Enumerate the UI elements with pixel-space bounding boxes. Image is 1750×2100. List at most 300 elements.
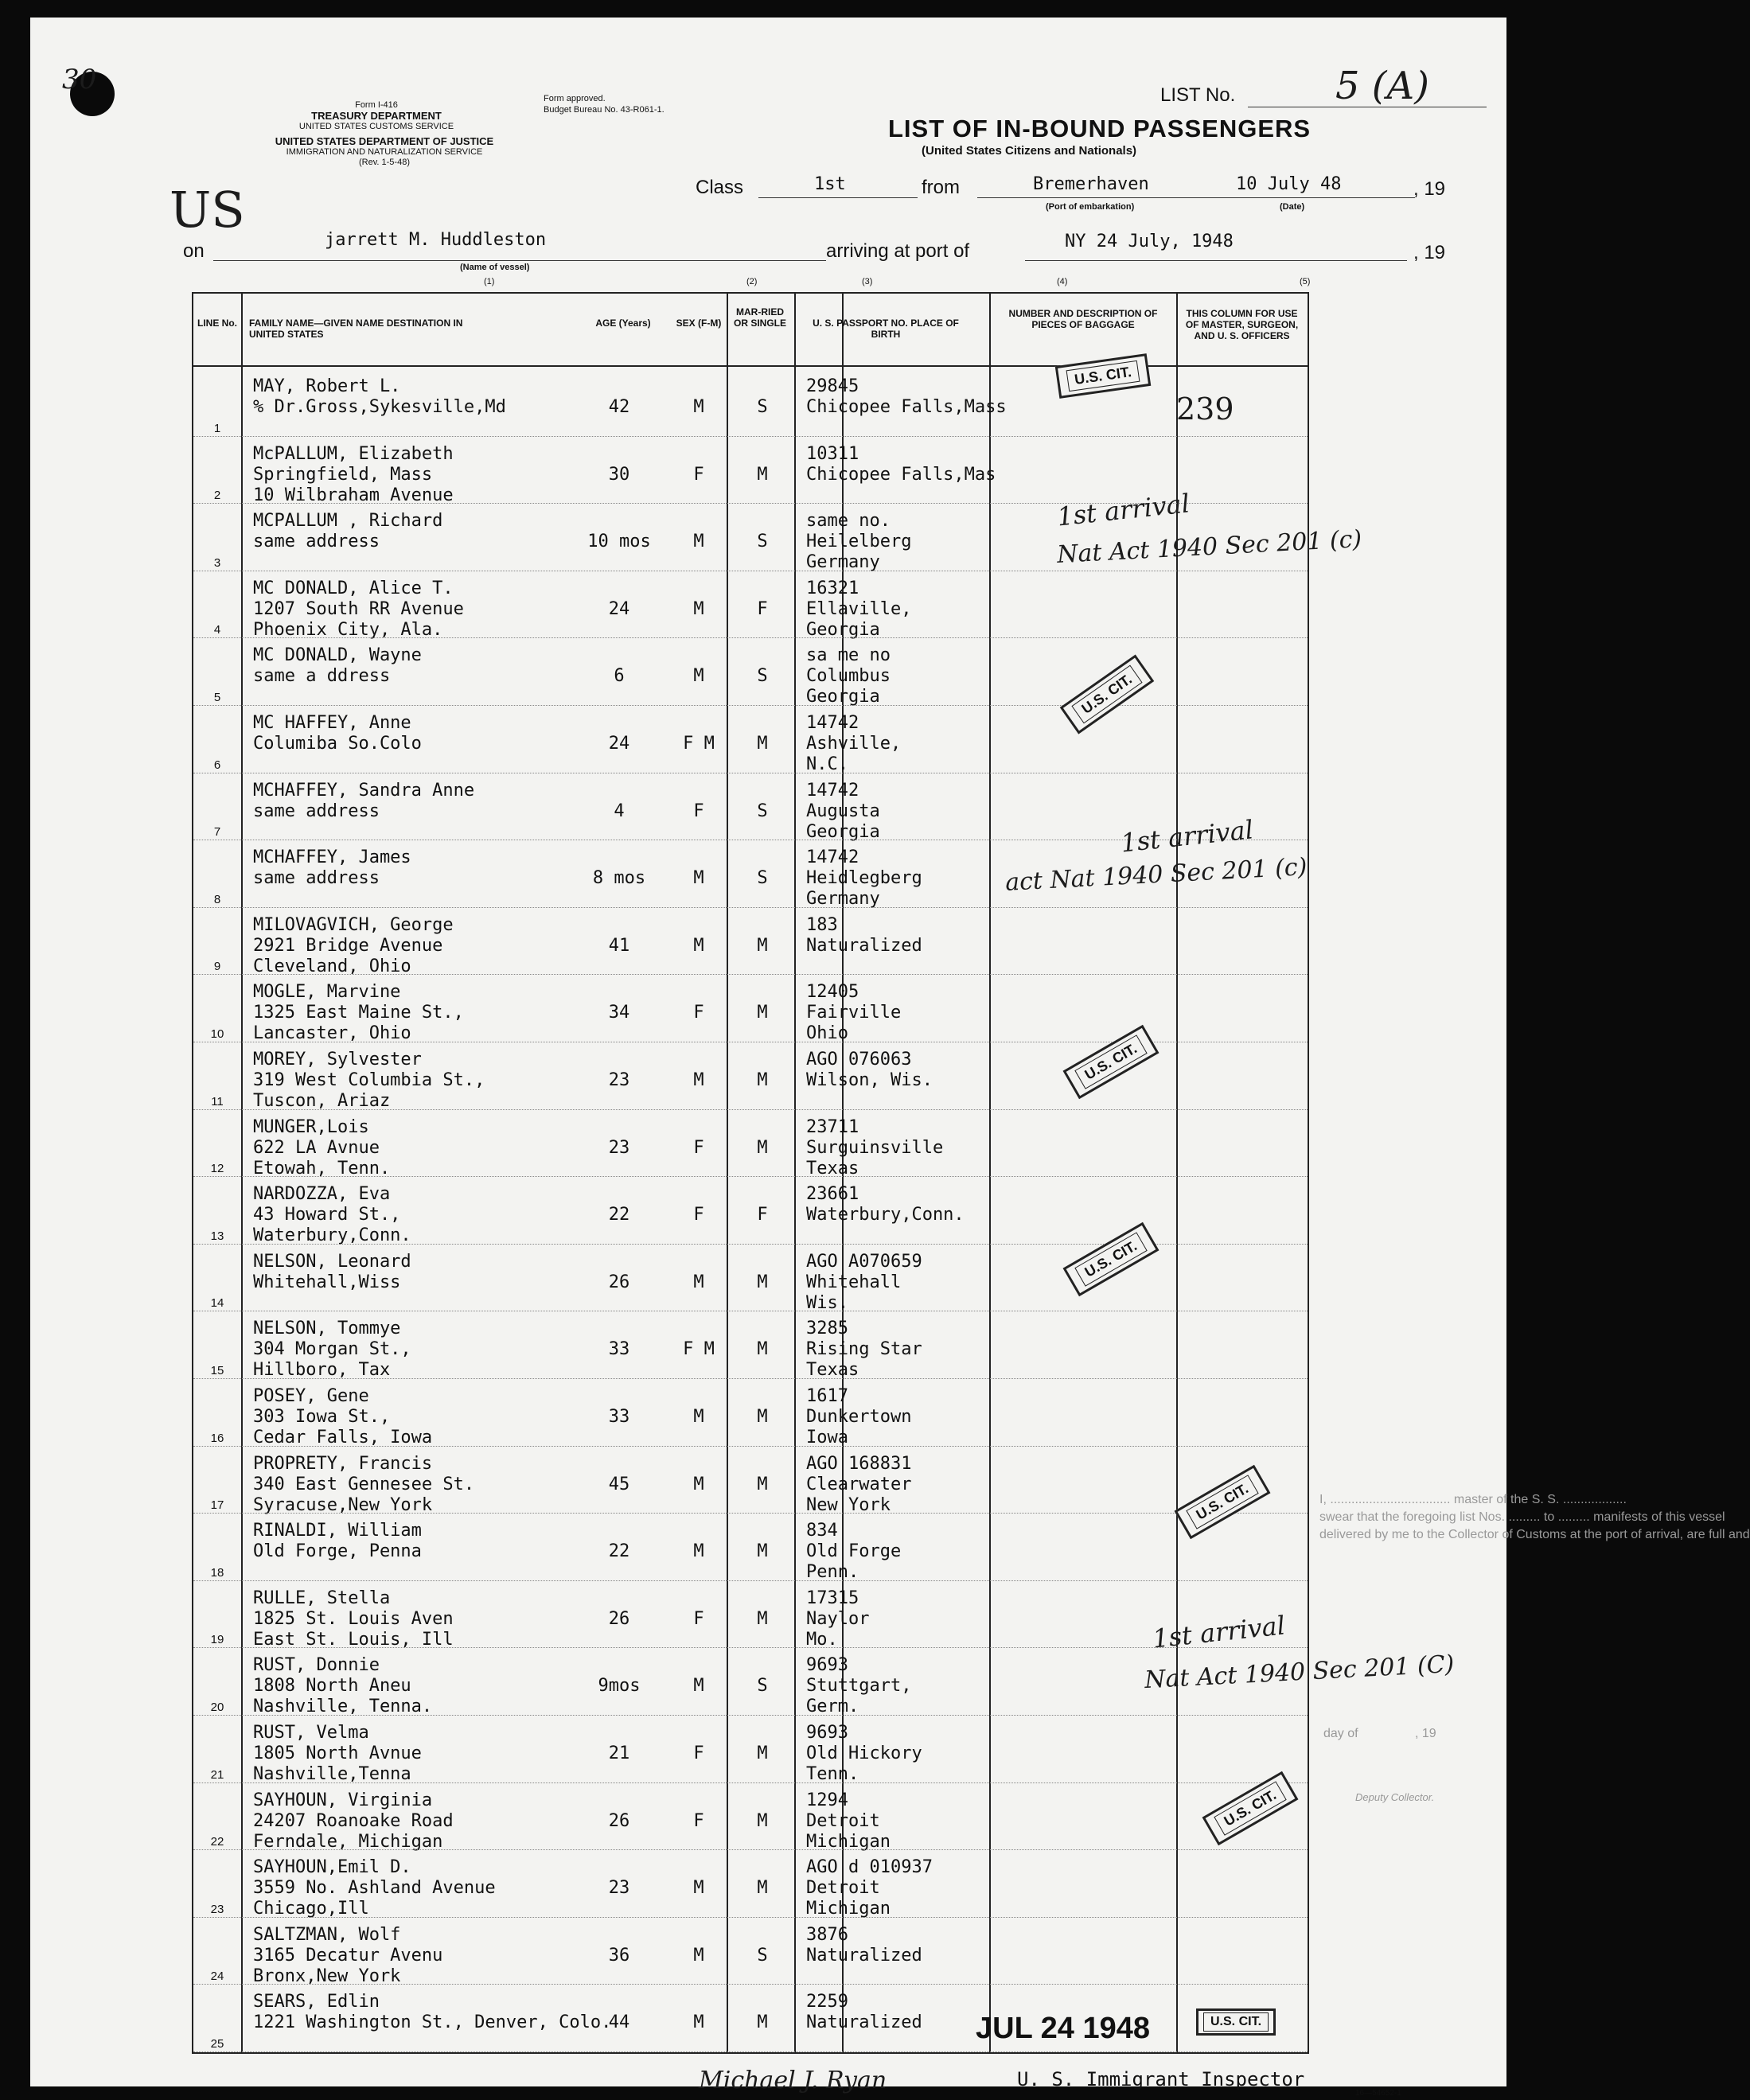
line-number: 5	[213, 690, 221, 704]
us-cit-stamp: U.S. CIT.	[1196, 2008, 1276, 2036]
line-number: 18	[210, 1565, 224, 1580]
nat-act-note-3: Nat Act 1940 Sec 201 (C)	[1144, 1650, 1456, 1695]
destination: 3165 Decatur Avenu	[253, 1945, 443, 1966]
table-row	[193, 706, 1308, 773]
destination-line-2: Cleveland, Ohio	[253, 956, 411, 976]
year-label: , 19	[1413, 178, 1446, 200]
age: 23	[608, 1070, 630, 1090]
married-single: M	[757, 734, 768, 754]
date-label: (Date)	[1280, 202, 1305, 212]
justice-dept: UNITED STATES DEPARTMENT OF JUSTICE	[275, 135, 494, 147]
place-of-birth: Augusta	[806, 801, 880, 821]
line-number: 14	[210, 1296, 224, 1311]
passenger-name: MC DONALD, Wayne	[253, 645, 422, 666]
line-number: 11	[211, 1094, 224, 1108]
table-row	[193, 1581, 1308, 1649]
us-cit-stamp: U.S. CIT.	[1175, 1465, 1271, 1540]
married-single: F	[757, 598, 768, 619]
oath-line-3: delivered by me to the Collector of Customs at the port of arrival, are full and	[1319, 1528, 1750, 1541]
passport-number: AGO A070659	[806, 1251, 922, 1272]
oath-line-1: I, .................................. master of the S. S. ..................	[1319, 1493, 1627, 1506]
table-row	[193, 1850, 1308, 1918]
col-num-3: (3)	[862, 277, 873, 286]
from-date: 10 July 48	[1236, 174, 1342, 194]
line-number: 24	[210, 1969, 224, 1984]
place-of-birth: Heidlegberg	[806, 868, 922, 889]
line-number: 6	[213, 758, 221, 772]
age: 10 mos	[587, 532, 651, 552]
married-single: M	[757, 1407, 768, 1427]
line-number: 10	[210, 1027, 224, 1041]
age: 4	[614, 801, 625, 821]
line-number: 8	[213, 892, 221, 906]
destination-line-2: Nashville,Tenna	[253, 1764, 411, 1784]
age: 6	[614, 666, 625, 687]
married-single: M	[757, 1070, 768, 1090]
age: 21	[608, 1744, 630, 1763]
col-num-1: (1)	[484, 277, 495, 286]
destination-line-2: Hillboro, Tax	[253, 1360, 391, 1381]
passenger-name: SEARS, Edlin	[253, 1992, 380, 2012]
count-mark: 239	[1176, 392, 1234, 427]
sex: F M	[683, 1339, 715, 1360]
line-number: 13	[210, 1229, 224, 1243]
oath-line-2: swear that the foregoing list Nos. ......... to ......... manifests of this vessel	[1319, 1510, 1725, 1524]
sex: M	[693, 1945, 704, 1966]
table-row	[193, 1447, 1308, 1514]
passenger-name: MCHAFFEY, James	[253, 847, 411, 868]
from-rule	[977, 197, 1415, 198]
us-handwritten: US	[170, 181, 245, 239]
place-of-birth: Chicopee Falls,Mas	[806, 464, 996, 485]
sex: F	[693, 1810, 704, 1831]
table-row	[193, 1716, 1308, 1783]
destination-line-2: Tuscon, Ariaz	[253, 1091, 391, 1111]
col-header-passport: U. S. PASSPORT NO. PLACE OF BIRTH	[813, 318, 959, 340]
place-of-birth-line-2: Michigan	[806, 1899, 891, 1919]
line-number: 17	[210, 1498, 224, 1513]
place-of-birth: Whitehall	[806, 1272, 902, 1292]
inspector-signature: Michael J. Ryan	[699, 2067, 887, 2094]
line-number: 3	[213, 555, 221, 570]
destination-line-2: Etowah, Tenn.	[253, 1158, 391, 1179]
married-single: S	[757, 868, 768, 889]
married-single: S	[757, 397, 768, 417]
from-port: Bremerhaven	[1033, 174, 1149, 194]
us-cit-stamp: U.S. CIT.	[1055, 353, 1152, 399]
us-cit-stamp: U.S. CIT.	[1202, 1771, 1299, 1846]
manifest-sheet	[30, 18, 1750, 2098]
us-cit-stamp: U.S. CIT.	[1060, 654, 1155, 734]
married-single: S	[757, 1676, 768, 1697]
destination-line-2: Chicago,Ill	[253, 1899, 369, 1919]
destination: % Dr.Gross,Sykesville,Md	[253, 397, 506, 417]
destination: 1805 North Avnue	[253, 1744, 422, 1763]
line-number: 15	[210, 1363, 224, 1377]
on-label: on	[183, 240, 205, 262]
married-single: M	[757, 1003, 768, 1023]
passenger-name: MC DONALD, Alice T.	[253, 578, 454, 598]
place-of-birth: Waterbury,Conn.	[806, 1205, 965, 1225]
place-of-birth: Rising Star	[806, 1339, 922, 1360]
passenger-name: MILOVAGVICH, George	[253, 914, 454, 935]
line-number: 25	[210, 2036, 224, 2051]
passenger-name: RUST, Velma	[253, 1723, 369, 1743]
destination-line-2: Bronx,New York	[253, 1966, 401, 1986]
passenger-name: MAY, Robert L.	[253, 376, 401, 396]
line-number: 16	[210, 1431, 224, 1445]
place-of-birth: Wilson, Wis.	[806, 1070, 933, 1090]
destination: 43 Howard St.,	[253, 1205, 401, 1225]
line-number: 9	[213, 960, 221, 974]
passenger-name: McPALLUM, Elizabeth	[253, 443, 454, 464]
destination-line-2: Ferndale, Michigan	[253, 1831, 443, 1852]
passport-number: 29845	[806, 376, 859, 396]
list-no-value: 5 (A)	[1335, 64, 1429, 108]
place-of-birth: Fairville	[806, 1003, 902, 1023]
passport-number: 17315	[806, 1588, 859, 1608]
sex: F	[693, 801, 704, 821]
destination: 1325 East Maine St.,	[253, 1003, 464, 1023]
married-single: M	[757, 464, 768, 485]
oath-year: , 19	[1415, 1727, 1436, 1740]
destination: Old Forge, Penna	[253, 1541, 422, 1562]
place-of-birth-line-2: Mo.	[806, 1629, 838, 1650]
revision: (Rev. 1-5-48)	[359, 158, 410, 167]
destination: 1221 Washington St., Denver, Colo.	[253, 2012, 612, 2033]
married-single: M	[757, 1339, 768, 1360]
table-row	[193, 1379, 1308, 1447]
sex: F	[693, 1137, 704, 1158]
passport-number: 12405	[806, 982, 859, 1003]
passenger-name: NARDOZZA, Eva	[253, 1184, 391, 1205]
col-header-sex: SEX (F-M)	[676, 318, 722, 329]
age: 36	[608, 1945, 630, 1966]
destination-line-2: Nashville, Tenna.	[253, 1697, 433, 1717]
place-of-birth-line-2: Georgia	[806, 619, 880, 640]
treasury-dept: TREASURY DEPARTMENT	[311, 110, 442, 122]
sex: M	[693, 1474, 704, 1494]
place-of-birth-line-2: Germany	[806, 552, 880, 573]
destination: 303 Iowa St.,	[253, 1407, 391, 1427]
passport-number: 9693	[806, 1655, 848, 1676]
destination: same address	[253, 532, 380, 552]
place-of-birth-line-2: Texas	[806, 1360, 859, 1381]
passport-number: AGO 168831	[806, 1453, 912, 1474]
destination: Springfield, Mass	[253, 464, 433, 485]
sex: M	[693, 1070, 704, 1090]
sex: M	[693, 532, 704, 552]
passenger-name: SAYHOUN, Virginia	[253, 1790, 433, 1810]
married-single: M	[757, 2012, 768, 2033]
place-of-birth-line-2: Ohio	[806, 1023, 848, 1044]
sex: M	[693, 397, 704, 417]
destination: 622 LA Avnue	[253, 1137, 380, 1158]
passport-number: 23711	[806, 1116, 859, 1137]
sex: M	[693, 1541, 704, 1562]
place-of-birth: Old Hickory	[806, 1744, 922, 1763]
age: 24	[608, 598, 630, 619]
table-row	[193, 1514, 1308, 1581]
line-number: 12	[210, 1162, 224, 1176]
destination: same a ddress	[253, 666, 391, 687]
passenger-name: MCHAFFEY, Sandra Anne	[253, 780, 475, 801]
passenger-name: SALTZMAN, Wolf	[253, 1924, 401, 1945]
passport-number: 16321	[806, 578, 859, 598]
passenger-name: MOREY, Sylvester	[253, 1050, 422, 1069]
passport-number: AGO d 010937	[806, 1857, 933, 1878]
col-num-4: (4)	[1057, 277, 1068, 286]
age: 33	[608, 1339, 630, 1360]
destination: 1808 North Aneu	[253, 1676, 411, 1697]
married-single: F	[757, 1205, 768, 1225]
passport-number: 9693	[806, 1723, 848, 1743]
destination-line-2: 10 Wilbraham Avenue	[253, 485, 454, 505]
passenger-name: MOGLE, Marvine	[253, 982, 401, 1003]
arriving-rule	[1025, 260, 1407, 261]
destination: 1825 St. Louis Aven	[253, 1608, 454, 1629]
vessel-rule	[213, 260, 826, 261]
first-arrival-note-1: 1st arrival	[1055, 488, 1191, 532]
table-row	[193, 1648, 1308, 1716]
passport-number: same no.	[806, 511, 891, 532]
place-of-birth: Naturalized	[806, 935, 922, 956]
destination: 2921 Bridge Avenue	[253, 935, 443, 956]
sex: M	[693, 1272, 704, 1292]
place-of-birth-line-2: Georgia	[806, 687, 880, 707]
destination-line-2: Lancaster, Ohio	[253, 1023, 411, 1044]
passport-number: 10311	[806, 443, 859, 464]
place-of-birth: Dunkertown	[806, 1407, 912, 1427]
married-single: M	[757, 1744, 768, 1763]
us-cit-stamp: U.S. CIT.	[1063, 1025, 1160, 1100]
table-row	[193, 908, 1308, 976]
age: 23	[608, 1878, 630, 1899]
form-code: 16—54652-1	[1355, 2089, 1401, 2098]
married-single: S	[757, 1945, 768, 1966]
vessel-name: jarrett M. Huddleston	[325, 230, 547, 250]
port-embarkation-label: (Port of embarkation)	[1046, 202, 1135, 212]
sex: F	[693, 1744, 704, 1763]
passenger-name: MUNGER,Lois	[253, 1116, 369, 1137]
page-subtitle: (United States Citizens and Nationals)	[922, 144, 1137, 158]
table-row	[193, 571, 1308, 639]
passport-number: 1294	[806, 1790, 848, 1810]
age: 26	[608, 1608, 630, 1629]
place-of-birth: Columbus	[806, 666, 891, 687]
married-single: M	[757, 1137, 768, 1158]
sex: M	[693, 935, 704, 956]
age: 34	[608, 1003, 630, 1023]
date-stamp: JUL 24 1948	[976, 2012, 1151, 2045]
age: 22	[608, 1541, 630, 1562]
place-of-birth: Naturalized	[806, 1945, 922, 1966]
place-of-birth-line-2: Wis.	[806, 1292, 848, 1313]
place-of-birth-line-2: Texas	[806, 1158, 859, 1179]
us-cit-stamp: U.S. CIT.	[1063, 1222, 1160, 1297]
from-label: from	[922, 177, 960, 198]
destination-line-2: East St. Louis, Ill	[253, 1629, 454, 1650]
destination: Columiba So.Colo	[253, 734, 422, 754]
line-number: 20	[210, 1700, 224, 1714]
passport-number: 1617	[806, 1386, 848, 1406]
sex: F	[693, 1205, 704, 1225]
married-single: M	[757, 1474, 768, 1494]
destination-line-2: Phoenix City, Ala.	[253, 619, 443, 640]
col-header-baggage: NUMBER AND DESCRIPTION OF PIECES OF BAGGAGE	[1008, 308, 1158, 330]
nat-act-note-2: act Nat 1940 Sec 201 (c)	[1004, 853, 1308, 897]
sex: F	[693, 1003, 704, 1023]
col-header-name: FAMILY NAME—GIVEN NAME DESTINATION IN UNITED STATES	[249, 318, 463, 340]
passenger-name: RULLE, Stella	[253, 1588, 391, 1608]
place-of-birth-line-2: N.C.	[806, 754, 848, 774]
ins-service: IMMIGRATION AND NATURALIZATION SERVICE	[286, 147, 483, 157]
passport-number: 2259	[806, 1992, 848, 2012]
passenger-name: MC HAFFEY, Anne	[253, 713, 411, 733]
married-single: M	[757, 1272, 768, 1292]
place-of-birth: Ashville,	[806, 734, 902, 754]
place-of-birth: Clearwater	[806, 1474, 912, 1494]
sex: F	[693, 464, 704, 485]
passenger-name: NELSON, Tommye	[253, 1319, 401, 1339]
customs-service: UNITED STATES CUSTOMS SERVICE	[298, 122, 454, 131]
sex: F	[693, 1608, 704, 1629]
place-of-birth-line-2: Michigan	[806, 1831, 891, 1852]
deputy-collector: Deputy Collector.	[1355, 1791, 1435, 1803]
place-of-birth-line-2: Germany	[806, 889, 880, 910]
place-of-birth-line-2: Tenn.	[806, 1764, 859, 1784]
col-header-married: MAR-RIED OR SINGLE	[733, 306, 786, 329]
table-row	[193, 1918, 1308, 1985]
place-of-birth: Ellaville,	[806, 598, 912, 619]
line-number: 22	[210, 1835, 224, 1849]
destination: 340 East Gennesee St.	[253, 1474, 475, 1494]
place-of-birth: Detroit	[806, 1810, 880, 1831]
destination: 3559 No. Ashland Avenue	[253, 1878, 496, 1899]
first-arrival-note-2: 1st arrival	[1119, 814, 1255, 859]
place-of-birth-line-2: New York	[806, 1494, 891, 1515]
sex: M	[693, 598, 704, 619]
oath-day-of: day of	[1323, 1727, 1358, 1740]
place-of-birth: Naturalized	[806, 2012, 922, 2033]
place-of-birth: Old Forge	[806, 1541, 902, 1562]
passenger-name: MCPALLUM , Richard	[253, 511, 443, 532]
class-value: 1st	[814, 174, 846, 194]
married-single: S	[757, 801, 768, 821]
arriving-port: NY 24 July, 1948	[1065, 232, 1234, 251]
destination: 1207 South RR Avenue	[253, 598, 464, 619]
arriving-label: arriving at port of	[826, 240, 970, 262]
married-single: M	[757, 1541, 768, 1562]
married-single: M	[757, 1878, 768, 1899]
passport-number: 14742	[806, 713, 859, 733]
sex: M	[693, 666, 704, 687]
table-row	[193, 1783, 1308, 1851]
destination-line-2: Waterbury,Conn.	[253, 1225, 411, 1246]
sex: M	[693, 1407, 704, 1427]
sex: F M	[683, 734, 715, 754]
age: 22	[608, 1205, 630, 1225]
place-of-birth-line-2: Georgia	[806, 821, 880, 842]
first-arrival-note-3: 1st arrival	[1151, 1610, 1287, 1654]
married-single: S	[757, 532, 768, 552]
arriving-year-label: , 19	[1413, 242, 1446, 263]
list-no-label: LIST No.	[1160, 84, 1236, 106]
age: 8 mos	[592, 868, 646, 889]
passenger-name: SAYHOUN,Emil D.	[253, 1857, 411, 1878]
class-rule	[758, 197, 918, 198]
destination: 304 Morgan St.,	[253, 1339, 411, 1360]
passenger-name: PROPRETY, Francis	[253, 1453, 433, 1474]
destination-line-2: Syracuse,New York	[253, 1494, 433, 1515]
page-mark: 30	[62, 64, 97, 95]
age: 24	[608, 734, 630, 754]
destination-line-2: Cedar Falls, Iowa	[253, 1428, 433, 1447]
form-number: Form I-416	[355, 100, 398, 110]
line-number: 2	[213, 489, 221, 503]
passenger-name: RINALDI, William	[253, 1521, 422, 1541]
col-header-officers: THIS COLUMN FOR USE OF MASTER, SURGEON, AND U. S. OFFICERS	[1185, 308, 1299, 341]
destination: 319 West Columbia St.,	[253, 1070, 485, 1090]
class-label: Class	[696, 177, 744, 198]
age: 42	[608, 397, 630, 417]
married-single: M	[757, 1810, 768, 1831]
sex: M	[693, 1878, 704, 1899]
budget-bureau: Budget Bureau No. 43-R061-1.	[544, 105, 665, 115]
place-of-birth: Stuttgart,	[806, 1676, 912, 1697]
place-of-birth-line-2: Germ.	[806, 1697, 859, 1717]
destination: same address	[253, 801, 380, 821]
passport-number: 3876	[806, 1924, 848, 1945]
age: 33	[608, 1407, 630, 1427]
passport-number: AGO 076063	[806, 1050, 912, 1069]
age: 44	[608, 2012, 630, 2033]
line-number: 23	[210, 1902, 224, 1916]
col-header-age: AGE (Years)	[595, 318, 651, 329]
passport-number: sa me no	[806, 645, 891, 666]
sex: M	[693, 2012, 704, 2033]
form-approved: Form approved.	[544, 94, 606, 103]
age: 26	[608, 1272, 630, 1292]
passport-number: 23661	[806, 1184, 859, 1205]
col-header-line: LINE No.	[197, 318, 237, 329]
age: 45	[608, 1474, 630, 1494]
passenger-name: POSEY, Gene	[253, 1386, 369, 1406]
place-of-birth: Detroit	[806, 1878, 880, 1899]
sex: M	[693, 868, 704, 889]
line-number: 21	[210, 1767, 224, 1782]
line-number: 7	[213, 825, 221, 840]
destination: 24207 Roanoake Road	[253, 1810, 454, 1831]
col-num-5: (5)	[1300, 277, 1311, 286]
passenger-name: NELSON, Leonard	[253, 1251, 411, 1272]
place-of-birth-line-2: Iowa	[806, 1428, 848, 1447]
age: 9mos	[598, 1676, 641, 1697]
place-of-birth: Surguinsville	[806, 1137, 944, 1158]
inspector-title: U. S. Immigrant Inspector	[1017, 2068, 1305, 2090]
passport-number: 14742	[806, 847, 859, 868]
line-number: 19	[210, 1633, 224, 1647]
passport-number: 183	[806, 914, 838, 935]
destination: Whitehall,Wiss	[253, 1272, 401, 1292]
married-single: S	[757, 666, 768, 687]
vessel-label: (Name of vessel)	[460, 263, 530, 272]
nat-act-note-1: Nat Act 1940 Sec 201 (c)	[1056, 524, 1362, 570]
age: 30	[608, 464, 630, 485]
col-num-2: (2)	[746, 277, 758, 286]
place-of-birth: Heilelberg	[806, 532, 912, 552]
place-of-birth: Chicopee Falls,Mass	[806, 397, 1007, 417]
